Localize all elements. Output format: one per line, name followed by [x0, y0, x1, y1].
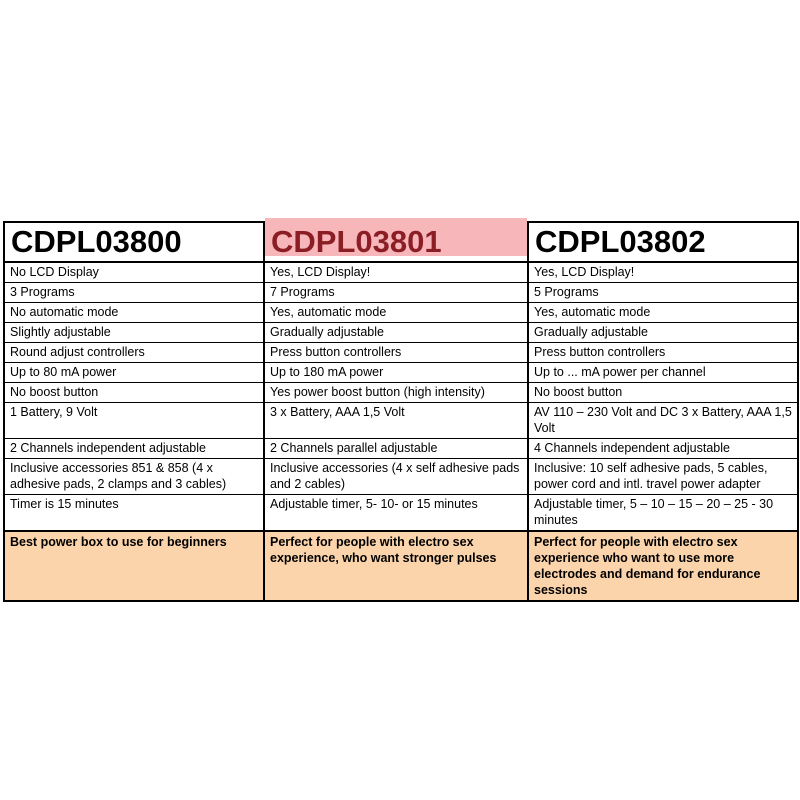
table-cell: 4 Channels independent adjustable	[528, 439, 798, 459]
table-cell: Perfect for people with electro sex experience, who want stronger pulses	[264, 531, 528, 601]
table-cell: AV 110 – 230 Volt and DC 3 x Battery, AAA 1,5 Volt	[528, 403, 798, 439]
table-cell: 7 Programs	[264, 283, 528, 303]
table-cell: No boost button	[528, 383, 798, 403]
table-row	[4, 343, 798, 363]
table-cell: Adjustable timer, 5- 10- or 15 minutes	[264, 495, 528, 532]
header-row	[4, 222, 798, 262]
table-row	[4, 439, 798, 459]
table-cell: No LCD Display	[4, 262, 264, 283]
table-cell: 3 x Battery, AAA 1,5 Volt	[264, 403, 528, 439]
table-cell: 2 Channels independent adjustable	[4, 439, 264, 459]
column-header-label: CDPL03802	[535, 224, 706, 259]
table-row	[4, 262, 798, 283]
table-cell: Perfect for people with electro sex experience who want to use more electrodes and demand for endurance sessions	[528, 531, 798, 601]
table-cell: Yes, LCD Display!	[264, 262, 528, 283]
table-cell: 1 Battery, 9 Volt	[4, 403, 264, 439]
column-header-cdpl03801-highlighted	[264, 222, 528, 262]
table-row	[4, 459, 798, 495]
table-row	[4, 303, 798, 323]
table-cell: Up to 180 mA power	[264, 363, 528, 383]
table-cell: Press button controllers	[528, 343, 798, 363]
table-row	[4, 283, 798, 303]
table-cell: 2 Channels parallel adjustable	[264, 439, 528, 459]
table-cell: Up to 80 mA power	[4, 363, 264, 383]
table-cell: No boost button	[4, 383, 264, 403]
column-header-cdpl03800	[4, 222, 264, 262]
table-row	[4, 363, 798, 383]
table-cell: Inclusive accessories 851 & 858 (4 x adhesive pads, 2 clamps and 3 cables)	[4, 459, 264, 495]
table-cell: 5 Programs	[528, 283, 798, 303]
table-cell: Yes power boost button (high intensity)	[264, 383, 528, 403]
table-cell: Up to ... mA power per channel	[528, 363, 798, 383]
summary-row	[4, 531, 798, 601]
table-cell: Press button controllers	[264, 343, 528, 363]
table-cell: Gradually adjustable	[528, 323, 798, 343]
table-cell: Yes, automatic mode	[264, 303, 528, 323]
table-row	[4, 403, 798, 439]
table-cell: Adjustable timer, 5 – 10 – 15 – 20 – 25 - 30 minutes	[528, 495, 798, 532]
table-cell: Slightly adjustable	[4, 323, 264, 343]
column-header-label: CDPL03800	[11, 224, 182, 259]
table-cell: Timer is 15 minutes	[4, 495, 264, 532]
table-row	[4, 383, 798, 403]
table-cell: Round adjust controllers	[4, 343, 264, 363]
table-cell: No automatic mode	[4, 303, 264, 323]
table-cell: Inclusive: 10 self adhesive pads, 5 cables, power cord and intl. travel power adapter	[528, 459, 798, 495]
comparison-table-wrap	[3, 221, 797, 602]
table-cell: Inclusive accessories (4 x self adhesive pads and 2 cables)	[264, 459, 528, 495]
table-row	[4, 323, 798, 343]
column-header-cdpl03802	[528, 222, 798, 262]
column-header-label: CDPL03801	[271, 224, 442, 259]
table-row	[4, 495, 798, 532]
table-cell: Yes, automatic mode	[528, 303, 798, 323]
table-cell: Best power box to use for beginners	[4, 531, 264, 601]
table-cell: Yes, LCD Display!	[528, 262, 798, 283]
table-cell: 3 Programs	[4, 283, 264, 303]
table-cell: Gradually adjustable	[264, 323, 528, 343]
comparison-table	[3, 221, 799, 602]
